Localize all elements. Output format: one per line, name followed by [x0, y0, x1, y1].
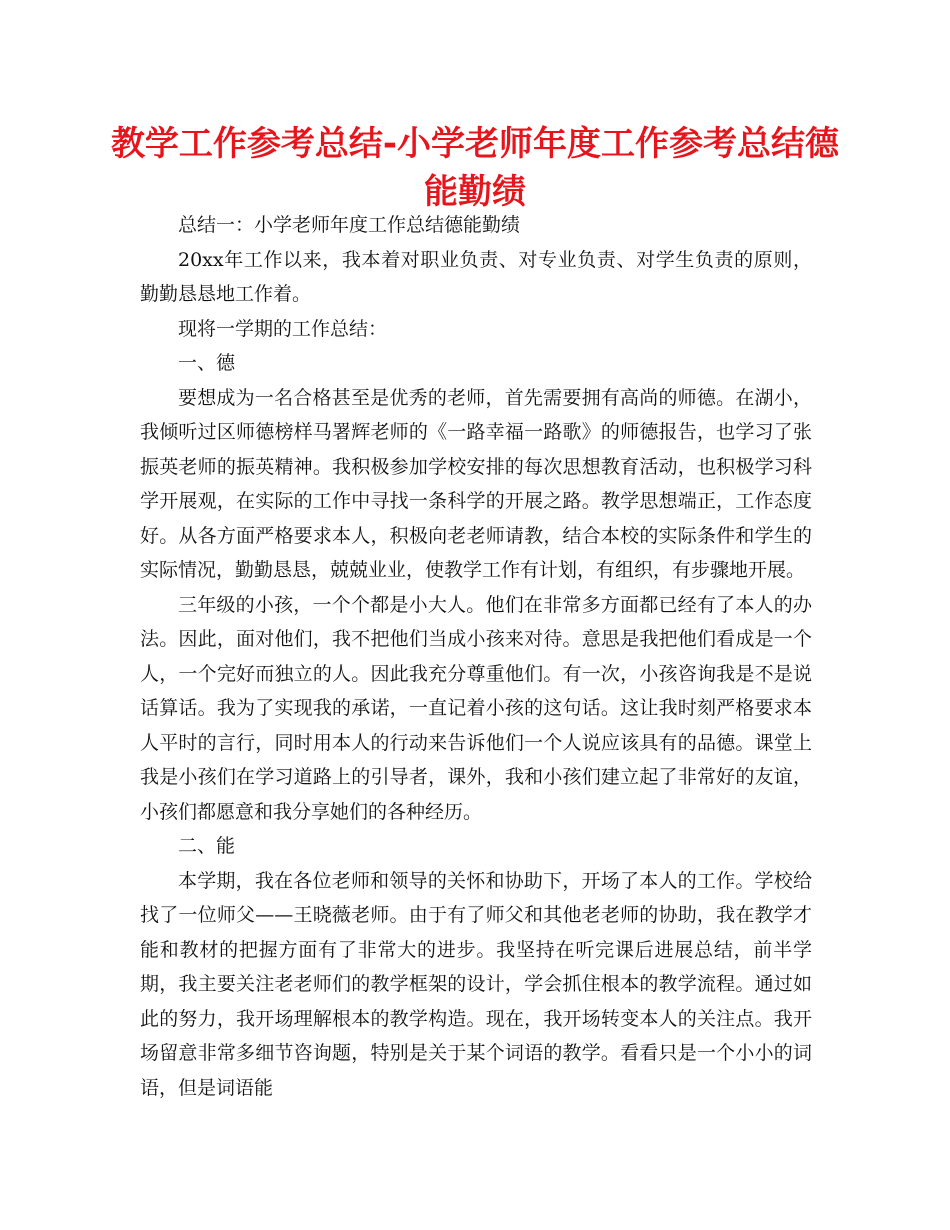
paragraph-neng-1: 本学期，我在各位老师和领导的关怀和协助下，开场了本人的工作。学校给找了一位师父——王晓薇老师。由于有了师父和其他老老师的协助，我在教学才能和教材的把握方面有了非常大的进步。我坚持在听完课后进展总结，前半学期，我主要关注老老师们的教学框架的设计，学会抓住根本的教学流程。通过如此的努力，我开场理解根本的教学构造。现在，我开场转变本人的关注点。我开场留意非常多细节咨询题，特别是关于某个词语的教学。看看只是一个小小的词语，但是词语能: [140, 869, 812, 1099]
section-heading-de: 一、德: [178, 352, 236, 374]
paragraph-de-2: 三年级的小孩，一个个都是小大人。他们在非常多方面都已经有了本人的办法。因此，面对他们，我不把他们当成小孩来对待。意思是我把他们看成是一个人，一个完好而独立的人。因此我充分尊重他们。有一次，小孩咨询我是不是说话算话。我为了实现我的承诺，一直记着小孩的这句话。这让我时刻严格要求本人平时的言行，同时用本人的行动来告诉他们一个人说应该具有的品德。课堂上我是小孩们在学习道路上的引导者，课外，我和小孩们建立起了非常好的友谊，小孩们都愿意和我分享她们的各种经历。: [140, 593, 812, 823]
document-body: [140, 208, 812, 1105]
paragraph-summary-lead: 现将一学期的工作总结：: [178, 317, 388, 340]
section-heading-neng: 二、能: [178, 835, 236, 857]
paragraph-intro: 20xx年工作以来，我本着对职业负责、对专业负责、对学生负责的原则，勤勤恳恳地工作着。: [140, 248, 812, 305]
document-title: 教学工作参考总结-小学老师年度工作参考总结德能勤绩: [110, 124, 840, 212]
paragraph-de-1: 要想成为一名合格甚至是优秀的老师，首先需要拥有高尚的师德。在湖小，我倾听过区师德榜样马署辉老师的《一路幸福一路歌》的师德报告，也学习了张振英老师的振英精神。我积极参加学校安排的每次思想教育活动，也积极学习科学开展观，在实际的工作中寻找一条科学的开展之路。教学思想端正，工作态度好。从各方面严格要求本人，积极向老老师请教，结合本校的实际条件和学生的实际情况，勤勤恳恳，兢兢业业，使教学工作有计划，有组织，有步骤地开展。: [140, 386, 812, 581]
paragraph-summary-heading: 总结一：小学老师年度工作总结德能勤绩: [178, 214, 521, 236]
